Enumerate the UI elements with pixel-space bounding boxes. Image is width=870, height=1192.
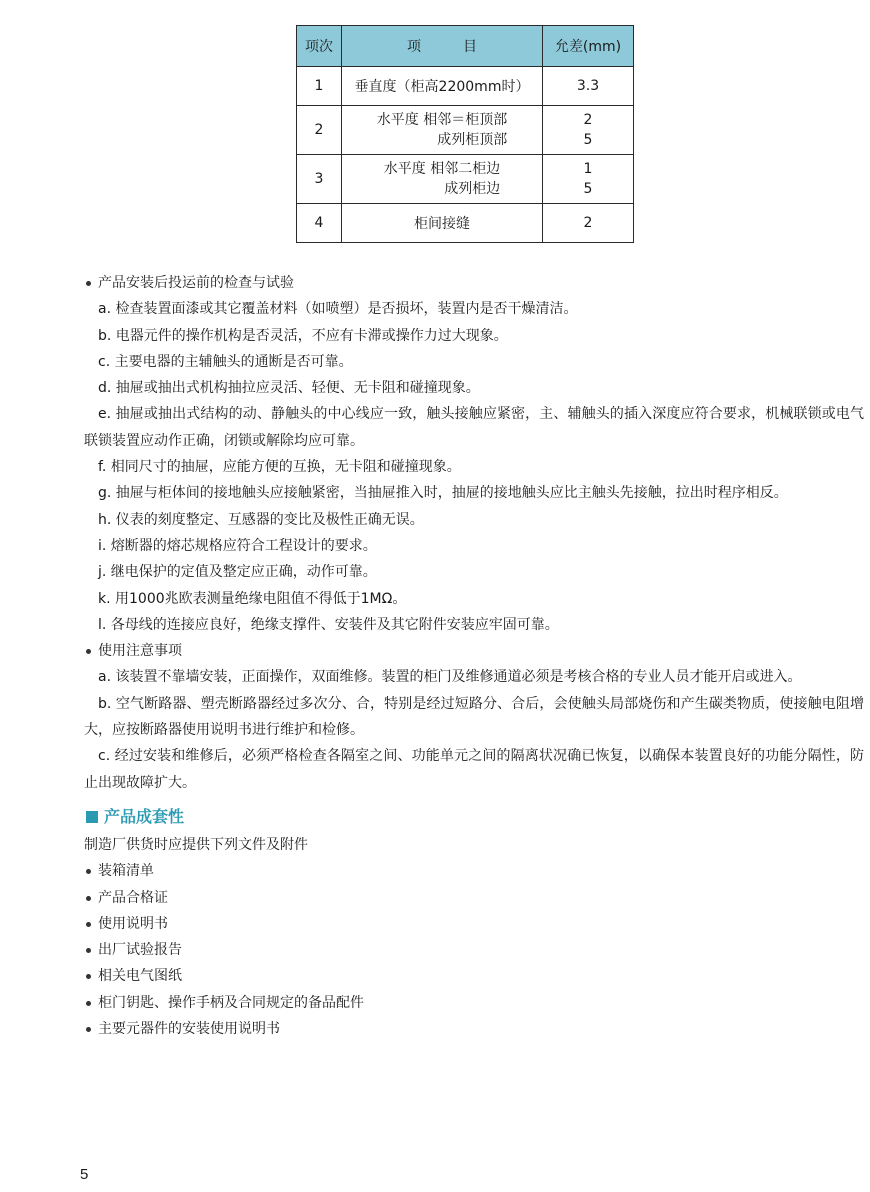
header-tolerance: 允差(mm)	[543, 26, 634, 67]
row-value-line: 1	[583, 161, 593, 177]
table-header-row	[297, 26, 634, 67]
row-value-line: 5	[583, 181, 593, 197]
inspection-item: l. 各母线的连接应良好，绝缘支撑件、安装件及其它附件安装应牢固可靠。	[98, 616, 559, 633]
row-item-line: 水平度 相邻二柜边	[383, 161, 501, 177]
row-item-line: 柜间接缝	[414, 216, 470, 232]
inspection-item: g. 抽屉与柜体间的接地触头应接触紧密，当抽屉推入时，抽屉的接地触头应比主触头先接触，拉出时程序相反。	[98, 485, 788, 502]
list-item: 产品合格证	[84, 885, 864, 911]
list-item: 出厂试验报告	[84, 937, 864, 963]
inspection-item: f. 相同尺寸的抽屉，应能方便的互换，无卡阻和碰撞现象。	[98, 459, 461, 476]
inspection-item: h. 仪表的刻度整定、互感器的变比及极性正确无误。	[98, 511, 424, 528]
section-title-text: 产品成套性	[104, 806, 185, 826]
header-item: 项 目	[342, 26, 543, 67]
inspection-item: a. 检查装置面漆或其它覆盖材料（如喷塑）是否损坏，装置内是否干燥清洁。	[98, 301, 578, 318]
row-item	[342, 204, 543, 243]
list-item: 使用说明书	[84, 911, 864, 937]
row-item	[342, 155, 543, 204]
table-row	[297, 67, 634, 106]
table-row	[297, 155, 634, 204]
row-value-line: 5	[583, 132, 593, 148]
row-number: 3	[297, 155, 342, 204]
row-number: 4	[297, 204, 342, 243]
header-item-no: 项次	[297, 26, 342, 67]
row-value	[543, 106, 634, 155]
row-item-line: 水平度 相邻＝柜顶部	[376, 112, 508, 128]
table-row	[297, 204, 634, 243]
inspection-item: k. 用1000兆欧表测量绝缘电阻值不得低于1MΩ。	[98, 590, 407, 607]
row-number: 1	[297, 67, 342, 106]
inspection-item: b. 电器元件的操作机构是否灵活，不应有卡滞或操作力过大现象。	[98, 327, 508, 344]
inspection-item: e. 抽屉或抽出式结构的动、静触头的中心线应一致，触头接触应紧密，主、辅触头的插入深度应符合要求，机械联锁或电气联锁装置应动作正确，闭锁或解除均应可靠。	[84, 406, 864, 449]
usage-heading: 使用注意事项	[84, 638, 864, 664]
inspection-item: d. 抽屉或抽出式机构抽拉应灵活、轻便、无卡阻和碰撞现象。	[98, 380, 480, 397]
inspection-item: c. 主要电器的主辅触头的通断是否可靠。	[98, 353, 353, 370]
row-number: 2	[297, 106, 342, 155]
row-value-line: 3.3	[576, 78, 600, 94]
table-row	[297, 106, 634, 155]
usage-item: c. 经过安装和维修后，必须严格检查各隔室之间、功能单元之间的隔离状况确已恢复，以确保本装置良好的功能分隔性，防止出现故障扩大。	[84, 748, 864, 791]
page-number: 5	[80, 1166, 89, 1183]
row-value-line: 2	[583, 215, 593, 231]
section-title	[84, 802, 864, 832]
row-item-line: 成列柜顶部	[437, 132, 508, 148]
usage-item: b. 空气断路器、塑壳断路器经过多次分、合，特别是经过短路分、合后，会使触头局部烧伤和产生碳类物质，使接触电阻增大，应按断路器使用说明书进行维护和检修。	[84, 695, 864, 739]
row-value	[543, 204, 634, 243]
tolerance-table	[296, 25, 634, 243]
row-item	[342, 67, 543, 106]
square-icon	[86, 811, 98, 823]
list-item: 相关电气图纸	[84, 963, 864, 989]
row-item	[342, 106, 543, 155]
row-value-line: 2	[583, 112, 593, 128]
list-item: 柜门钥匙、操作手柄及合同规定的备品配件	[84, 990, 864, 1016]
inspection-heading: 产品安装后投运前的检查与试验	[84, 270, 864, 296]
completeness-intro: 制造厂供货时应提供下列文件及附件	[84, 836, 308, 853]
row-value	[543, 155, 634, 204]
usage-item: a. 该装置不靠墙安装，正面操作，双面维修。装置的柜门及维修通道必须是考核合格的专业人员才能开启或进入。	[98, 669, 802, 686]
list-item: 主要元器件的安装使用说明书	[84, 1016, 864, 1042]
inspection-item: j. 继电保护的定值及整定应正确，动作可靠。	[98, 564, 377, 581]
list-item: 装箱清单	[84, 858, 864, 884]
document-body	[84, 270, 864, 1042]
inspection-item: i. 熔断器的熔芯规格应符合工程设计的要求。	[98, 537, 377, 554]
row-item-line: 垂直度（柜高2200mm时）	[354, 79, 530, 95]
row-value	[543, 67, 634, 106]
row-item-line: 成列柜边	[444, 181, 501, 197]
